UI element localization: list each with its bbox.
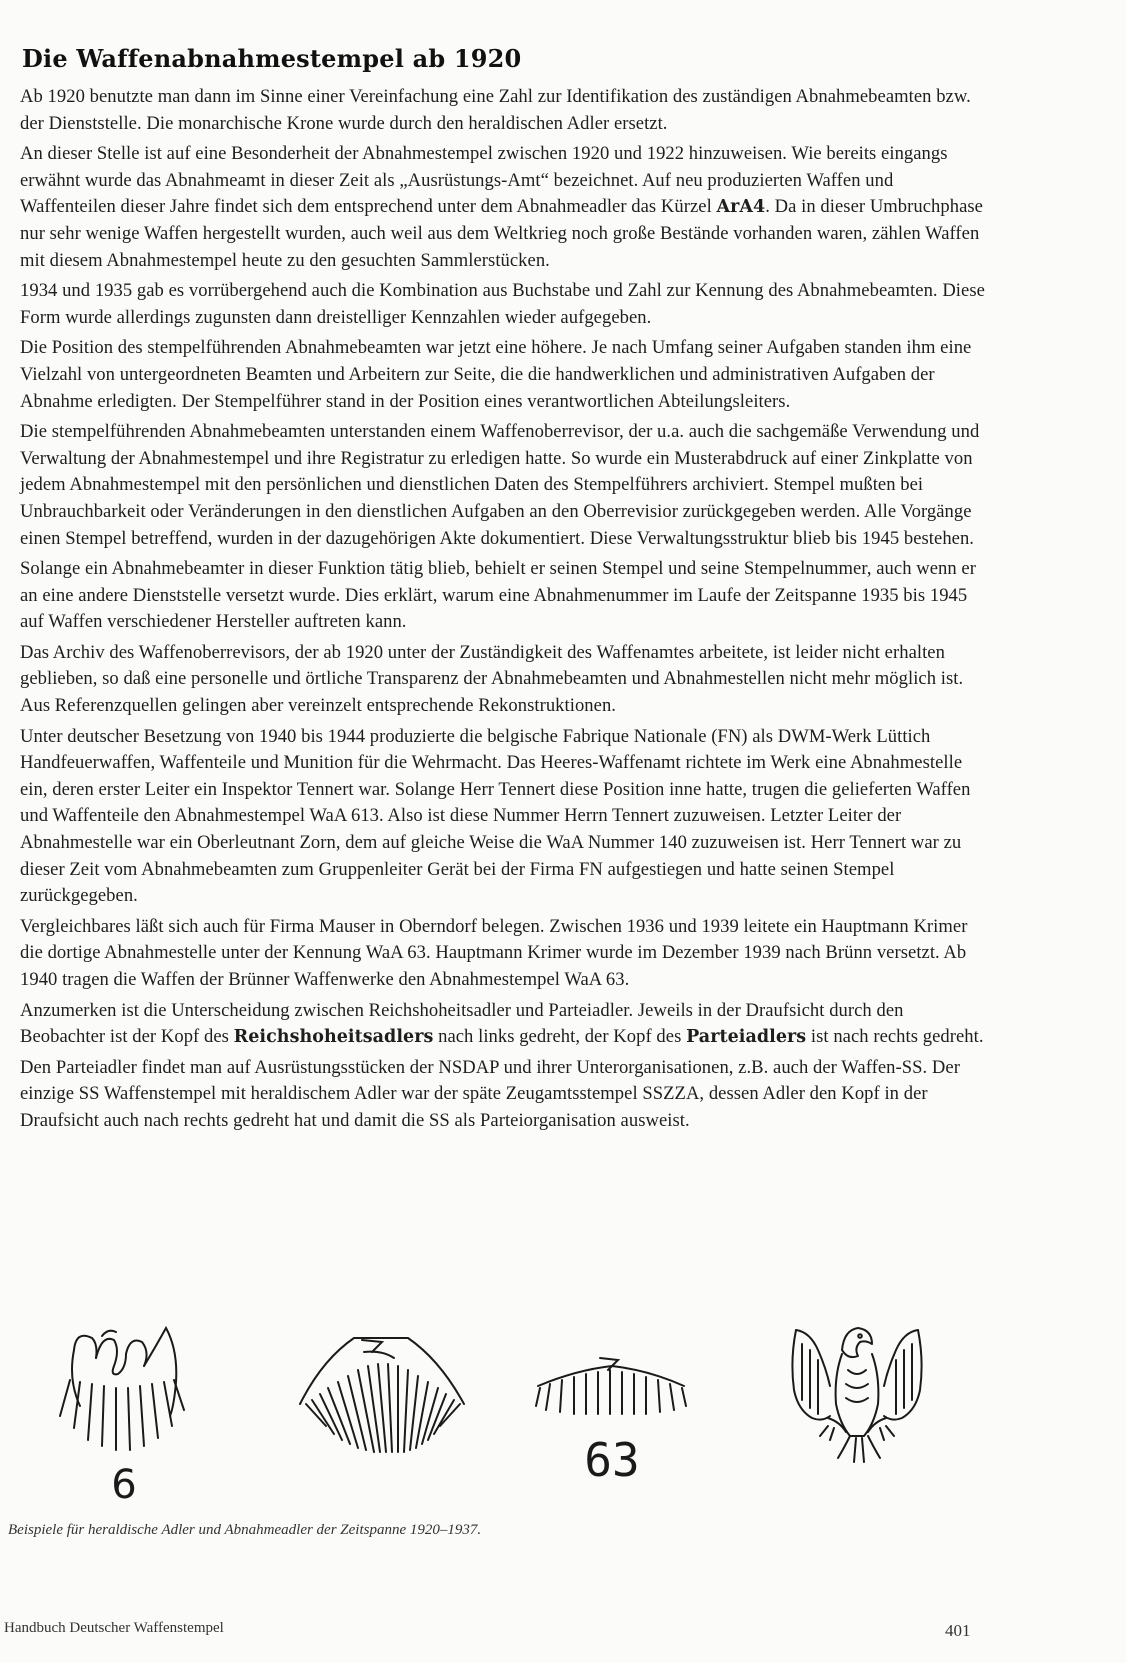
paragraph-7: Das Archiv des Waffenoberrevisors, der ab 1920 unter der Zuständigkeit des Waffenamtes arbeitete, ist leider nicht erhalten geblieben, so daß eine personelle und örtliche Transparenz der Abnahmebeamten und Abnahmestellen nicht mehr möglich ist. Aus Referenzquellen gelingen aber vereinzelt entsprechende Rekonstruktionen. (20, 641, 964, 717)
bold-term-parteiadler: Parteiadlers (686, 1027, 807, 1048)
eagle-stamp-63-figure (532, 1350, 692, 1490)
paragraph-3: 1934 und 1935 gab es vorrübergehend auch die Kombination aus Buchstabe und Zahl zur Kennung des Abnahmebeamten. Diese Form wurde allerdings zugunsten dann dreistelliger Kennzahlen wieder aufgegeben. (20, 280, 985, 328)
bold-term-ara4: ArA4 (716, 197, 766, 218)
bold-term-reichshoheitsadler: Reichshoheitsadlers (233, 1027, 434, 1048)
page-heading: Die Waffenabnahmestempel ab 1920 (22, 44, 522, 73)
footer-book-title: Handbuch Deutscher Waffenstempel (4, 1620, 224, 1636)
paragraph-5: Die stempelführenden Abnahmebeamten unterstanden einem Waffenoberrevisor, der u.a. auch die sachgemäße Verwendung und Verwaltung der Abnahmestempel und ihre Registratur zu erledigen hatte. So wurde ein Musterabdruck auf einer Zinkplatte von jedem Abnahmestempel mit den persönlichen und dienstlichen Daten des Stempelführers archiviert. Stempel mußten bei Unbrauchbarkeit oder Veränderungen in den dienstlichen Aufgaben an den Oberrevisior zurückgegeben werden. Alle Vorgänge einen Stempel betreffend, wurden in der dazugehörigen Akte dokumentiert. Diese Verwaltungsstruktur blieb bis 1945 bestehen. (20, 421, 980, 549)
paragraph-11: Den Parteiadler findet man auf Ausrüstungsstücken der NSDAP und ihrer Unterorganisationen, z.B. auch der Waffen-SS. Der einzige SS Waffenstempel mit heraldischem Adler war der späte Zeugamtsstempel SSZZA, dessen Adler den Kopf in der Draufsicht auch nach rechts gedreht hat und damit die SS als Parteiorganisation ausweist. (20, 1056, 960, 1131)
footer-page-number: 401 (945, 1621, 971, 1640)
heraldic-eagle-figure (788, 1320, 926, 1480)
eagle-stamp-wide-figure (292, 1330, 472, 1470)
paragraph-10: Anzumerken ist die Unterscheidung zwischen Reichshoheitsadler und Parteiadler. Jeweils in der Draufsicht durch den Beobachter ist der Kopf des Reichshoheitsadlers nach links gedreht, der Kopf des Parteiadlers ist nach rechts gedreht. (20, 999, 984, 1048)
stamp-number-label: 6 (111, 1462, 137, 1508)
body-text (20, 84, 988, 1139)
paragraph-6: Solange ein Abnahmebeamter in dieser Funktion tätig blieb, behielt er seinen Stempel und seine Stempelnummer, auch wenn er an eine andere Dienststelle versetzt wurde. Dies erklärt, warum eine Abnahmenummer im Laufe der Zeitspanne 1935 bis 1945 auf Waffen verschiedener Hersteller auftreten kann. (20, 558, 976, 633)
paragraph-2: An dieser Stelle ist auf eine Besonderheit der Abnahmestempel zwischen 1920 und 1922 hinzuweisen. Wie bereits eingangs erwähnt wurde das Abnahmeamt in dieser Zeit als „Ausrüstungs-Amt“ bezeichnet. Auf neu produzierten Waffen und Waffenteilen dieser Jahre findet sich dem entsprechend unter dem Abnahmeadler das Kürzel ArA4. Da in dieser Umbruchphase nur sehr wenige Waffen hergestellt wurden, auch weil aus dem Weltkrieg noch große Bestände vorhanden waren, zählen Waffen mit diesem Abnahmestempel heute zu den gesuchten Sammlerstücken. (20, 143, 983, 271)
figure-caption: Beispiele für heraldische Adler und Abnahmeadler der Zeitspanne 1920–1937. (8, 1522, 482, 1538)
paragraph-1: Ab 1920 benutzte man dann im Sinne einer Vereinfachung eine Zahl zur Identifikation des zuständigen Abnahmebeamten bzw. der Dienststelle. Die monarchische Krone wurde durch den heraldischen Adler ersetzt. (20, 86, 971, 134)
eagle-figures (0, 1310, 1126, 1510)
paragraph-8: Unter deutscher Besetzung von 1940 bis 1944 produzierte die belgische Fabrique Nationale (FN) als DWM-Werk Lüttich Handfeuerwaffen, Waffenteile und Munition für die Wehrmacht. Das Heeres-Waffenamt richtete im Werk eine Abnahmestelle ein, deren erster Leiter ein Inspektor Tennert war. Solange Herr Tennert diese Position inne hatte, trugen die gelieferten Waffen und Waffenteile den Abnahmestempel WaA 613. Also ist diese Nummer Herrn Tennert zuzuweisen. Letzter Leiter der Abnahmestelle war ein Oberleutnant Zorn, dem auf gleiche Weise die WaA Nummer 140 zuzuweisen ist. Herr Tennert war zu dieser Zeit vom Abnahmebeamten zum Gruppenleiter Gerät bei der Firma FN aufgestiegen und hatte seinen Stempel zurückgegeben. (20, 725, 971, 907)
paragraph-4: Die Position des stempelführenden Abnahmebeamten war jetzt eine höhere. Je nach Umfang seiner Aufgaben standen ihm eine Vielzahl von untergeordneten Beamten und Arbeitern zur Seite, die die handwerklichen und administrativen Aufgaben der Abnahme erledigten. Der Stempelführer stand in der Position eines verantwortlichen Abteilungsleiters. (20, 337, 972, 412)
stamp-number-label: 63 (584, 1433, 640, 1487)
eagle-stamp-6-figure (52, 1310, 202, 1510)
paragraph-9: Vergleichbares läßt sich auch für Firma Mauser in Oberndorf belegen. Zwischen 1936 und 1939 leitete ein Hauptmann Krimer die dortige Abnahmestelle unter der Kennung WaA 63. Hauptmann Krimer wurde im Dezember 1939 nach Brünn versetzt. Ab 1940 tragen die Waffen der Brünner Waffenwerke den Abnahmestempel WaA 63. (20, 915, 968, 990)
